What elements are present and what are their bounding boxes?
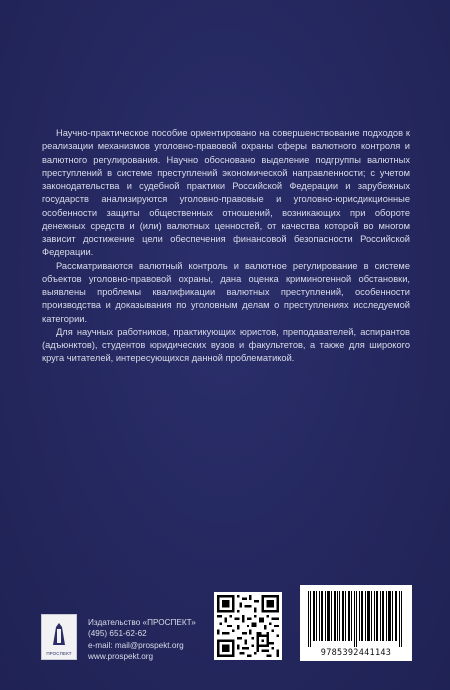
qr-code — [214, 592, 282, 660]
annotation-paragraph-1: Научно-практическое пособие ориентировано на совершенствование подходов к реализации механизмов уголовно-правовой охраны сферы валютного контроля и валютного регулирования. Научно обосновано выделение подгруппы валютных преступлений в системе преступлений экономической направленности; с учетом законодательства и судебной практики Российской Федерации и зарубежных государств анализируются уголовно-правовые и уголовно-юрисдикционные особенности защиты общественных отношений, возникающих при обороте денежных средств и (или) валютных ценностей, от качества которой во многом зависит достижение цели обеспечения финансовой безопасности Российской Федерации. — [42, 128, 410, 258]
prospekt-logo-icon — [51, 623, 67, 645]
publisher-phone: (495) 651-62-62 — [88, 629, 147, 639]
publisher-name: Издательство «ПРОСПЕКТ» — [88, 618, 196, 627]
isbn-barcode — [300, 585, 412, 661]
barcode-bars — [308, 591, 404, 647]
publisher-website: www.prospekt.org — [88, 651, 154, 661]
logo-text: ПРОСПЕКТ — [46, 651, 72, 656]
isbn-digits: 9785392441143 — [320, 648, 392, 658]
book-annotation — [42, 127, 410, 366]
annotation-paragraph-2: Рассматриваются валютный контроль и валютное регулирование в системе объектов уголовно-правовой охраны, дана оценка криминогенной обстановки, выявлены проблемы квалификации валютных преступлений, особенности производства и доказывания по уголовным делам о преступлениях исследуемой категории. — [42, 260, 410, 324]
publisher-info — [88, 617, 196, 662]
publisher-logo — [41, 614, 77, 660]
annotation-paragraph-3: Для научных работников, практикующих юристов, преподавателей, аспирантов (адъюнктов), студентов юридических вузов и факультетов, а также для широкого круга читателей, интересующихся данной проблематикой. — [42, 326, 410, 364]
publisher-email: e-mail: mail@prospekt.org — [88, 640, 184, 650]
qr-code-icon — [217, 595, 279, 657]
